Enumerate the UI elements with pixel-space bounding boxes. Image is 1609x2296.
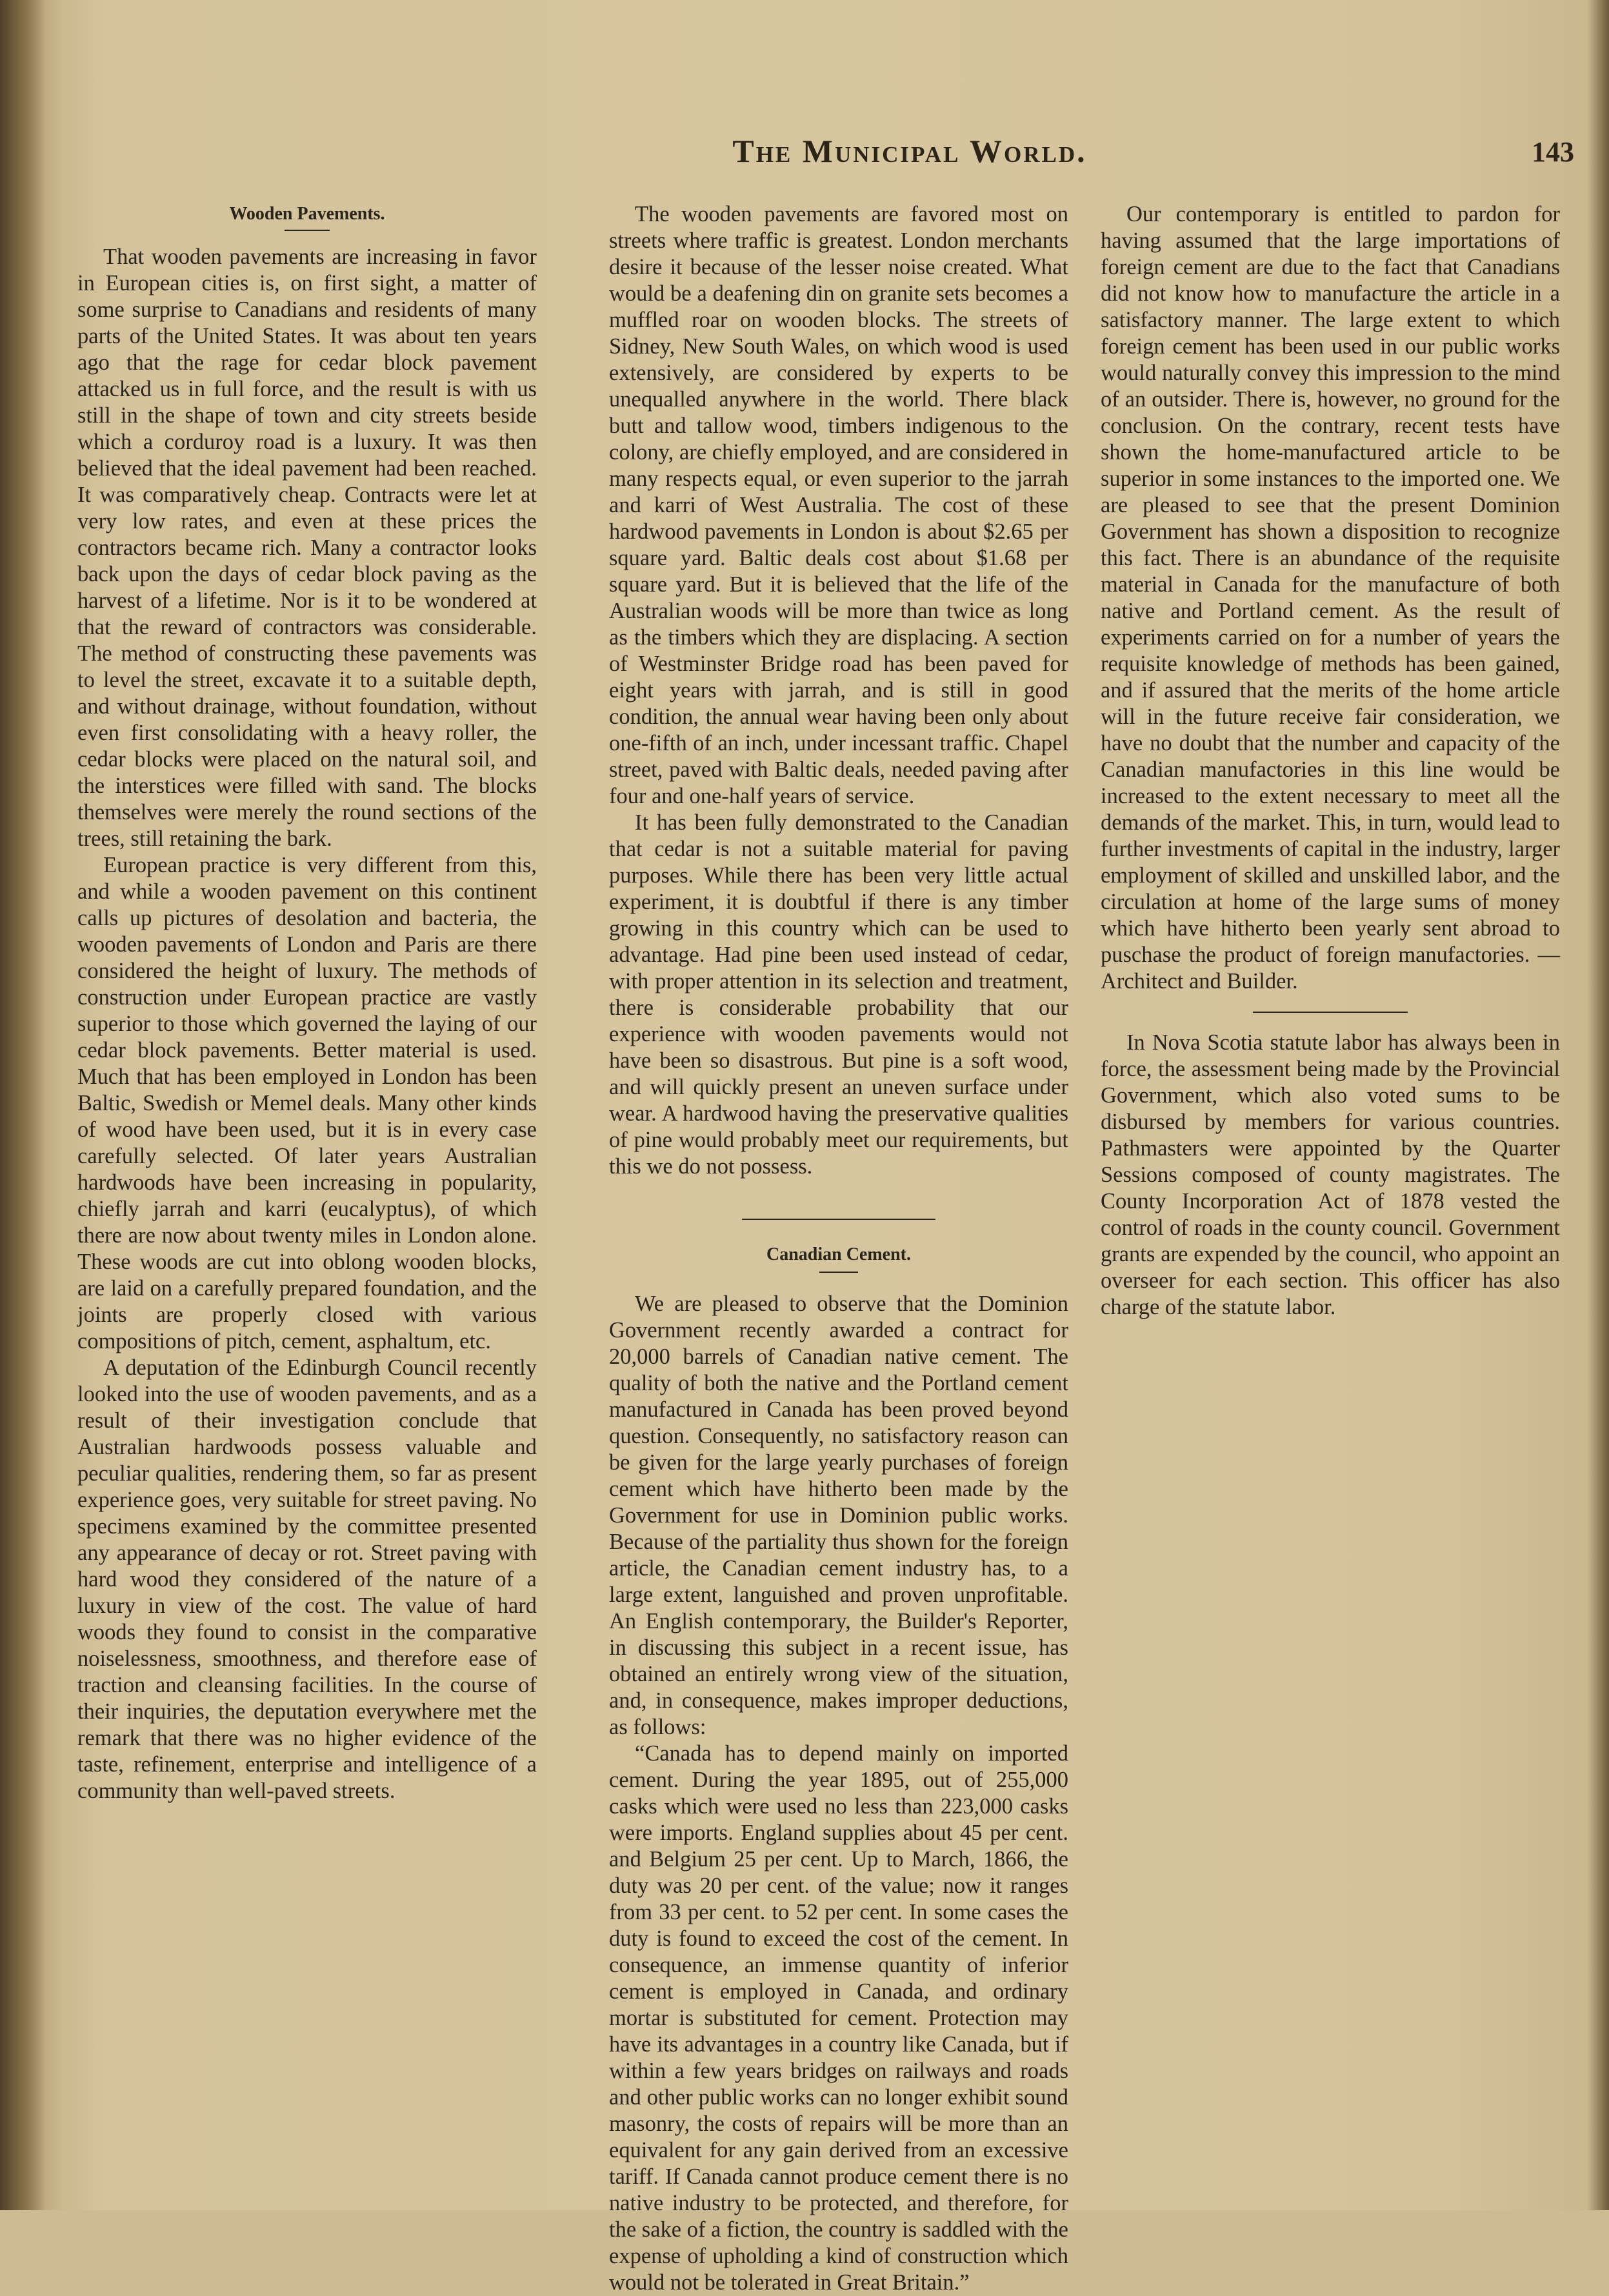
title-rule <box>819 1272 858 1273</box>
section-divider <box>742 1219 935 1220</box>
article-paragraph: A deputation of the Edinburgh Council recently looked into the use of wooden pavements, and as a result of their investigation conclude that Australian hardwoods possess valuable and peculiar qualities, rendering them, so far as present experience goes, very suitable for street paving. No specimens examined by the committee presented any appearance of decay or rot. Street paving with hard wood they considered of the nature of a luxury in view of the cost. The value of hard woods they found to consist in the comparative noiselessness, smoothness, and therefore ease of traction and cleansing facilities. In the course of their inquiries, the deputation everywhere met the remark that there was no higher evidence of the taste, refinement, enterprise and intelligence of a community than well-paved streets. <box>77 1355 537 1803</box>
article-paragraph: The wooden pavements are favored most on streets where traffic is greatest. London merchants desire it because of the lesser noise created. What would be a deafening din on granite sets becomes a muffled roar on wooden blocks. The streets of Sidney, New South Wales, on which wood is used extensively, are considered by experts to be unequalled anywhere in the world. There black butt and tallow wood, timbers indigenous to the colony, are chiefly employed, and are considered in many respects equal, or even superior to the jarrah and karri of West Australia. The cost of these hardwood pavements in London is about $2.65 per square yard. Baltic deals cost about $1.68 per square yard. But it is believed that the life of the Australian woods will be more than twice as long as the timbers which they are displacing. A section of Westminster Bridge road has been paved for eight years with jarrah, and is still in good condition, the annual wear having been only about one-fifth of an inch, under incessant traffic. Chapel street, paved with Baltic deals, needed paving after four and one-half years of service. <box>609 202 1068 808</box>
article-title-wooden-pavements: Wooden Pavements. <box>229 204 385 224</box>
title-rule <box>285 230 330 231</box>
article-paragraph: We are pleased to observe that the Dominion Government recently awarded a contract for 20,000 barrels of Canadian native cement. The quality of both the native and the Portland cement manufactured in Canada has been proved beyond question. Consequently, no satisfactory reason can be given for the large yearly purchases of foreign cement which have hitherto been made by the Government for use in Dominion public works. Because of the partiality thus shown for the foreign article, the Canadian cement industry has, to a large extent, languished and proven unprofitable. An English contemporary, the Builder's Reporter, in discussing this subject in a recent issue, has obtained an entirely wrong view of the situation, and, in consequence, makes improper deductions, as follows: <box>609 1292 1068 1739</box>
book-spine-shadow <box>0 0 45 2210</box>
article-paragraph: Our contemporary is entitled to pardon for having assumed that the large importations of foreign cement are due to the fact that Canadians did not know how to manufacture the article in a satisfactory manner. The large extent to which foreign cement has been used in our public works would naturally convey this impression to the mind of an outsider. There is, however, no ground for the conclusion. On the contrary, recent tests have shown the home-manufactured article to be superior in some instances to the imported one. We are pleased to see that the present Dominion Government has shown a disposition to recognize this fact. There is an abundance of the requisite material in Canada for the manufacture of both native and Portland cement. As the result of experiments carried on for a number of years the requisite knowledge of methods has been gained, and if assured that the merits of the home article will in the future receive fair consideration, we have no doubt that the number and capacity of the Canadian manufactories in this line would be increased to the extent necessary to meet all the demands of the market. This, in turn, would lead to further investments of capital in the industry, larger employment of skilled and unskilled labor, and the circulation at home of the large sums of money which have hitherto been yearly sent abroad to puschase the product of foreign manufactories. — Architect and Builder. <box>1101 202 1560 993</box>
page-header-title: The Municipal World. <box>732 133 1087 169</box>
article-paragraph: In Nova Scotia statute labor has always been in force, the assessment being made by the Provincial Government, which also voted sums to be disbursed by members for various countries. Pathmasters were appointed by the Quarter Sessions composed of county magistrates. The County Incorporation Act of 1878 vested the control of roads in the county council. Government grants are expended by the council, who appoint an overseer for each section. This officer has also charge of the statute labor. <box>1101 1030 1560 1319</box>
column-1 <box>77 201 537 2175</box>
article-paragraph: It has been fully demonstrated to the Canadian that cedar is not a suitable material for paving purposes. While there has been very little actual experiment, it is doubtful if there is any timber growing in this country which can be used to advantage. Had pine been used instead of cedar, with proper attention in its selection and treatment, there is considerable probability that our experience with wooden pavements would not have been so disastrous. But pine is a soft wood, and will quickly present an uneven surface under wear. A hardwood having the preservative qualities of pine would probably meet our requirements, but this we do not possess. <box>609 810 1068 1179</box>
article-paragraph: “Canada has to depend mainly on imported cement. During the year 1895, out of 255,000 casks which were used no less than 223,000 casks were imports. England supplies about 45 per cent. and Belgium 25 per cent. Up to March, 1866, the duty was 20 per cent. of the value; now it ranges from 33 per cent. to 52 per cent. In some cases the duty is found to exceed the cost of the cement. In consequence, an immense quantity of inferior cement is employed in Canada, and ordinary mortar is substituted for cement. Protection may have its advantages in a country like Canada, but if within a few years bridges on railways and roads and other public works can no longer exhibit sound masonry, the costs of repairs will be more than an equivalent for any gain derived from an excessive tariff. If Canada cannot produce cement there is no native industry to be protected, and therefore, for the sake of a fiction, the country is saddled with the expense of upholding a kind of construction which would not be tolerated in Great Britain.” <box>609 1741 1068 2295</box>
column-3 <box>1101 201 1560 2175</box>
page-number: 143 <box>1532 136 1574 168</box>
article-paragraph: That wooden pavements are increasing in favor in European cities is, on first sight, a matter of some surprise to Canadians and residents of many parts of the United States. It was about ten years ago that the rage for cedar block pavement attacked us in full force, and the result is with us still in the shape of town and city streets beside which a corduroy road is a luxury. It was then believed that the ideal pavement had been reached. It was comparatively cheap. Contracts were let at very low rates, and even at these prices the contractors became rich. Many a contractor looks back upon the days of cedar block paving as the harvest of a lifetime. Nor is it to be wondered at that the reward of contractors was considerable. The method of constructing these pavements was to level the street, excavate it to a suitable depth, and without drainage, without foundation, without even first consolidating with a heavy roller, the cedar blocks were placed on the natural soil, and the interstices were filled with sand. The blocks themselves were merely the round sections of the trees, still retaining the bark. <box>77 245 537 851</box>
section-divider <box>1253 1012 1408 1013</box>
article-paragraph: European practice is very different from this, and while a wooden pavement on this continent calls up pictures of desolation and bacteria, the wooden pavements of London and Paris are there considered the height of luxury. The methods of construction under European practice are vastly superior to those which governed the laying of our cedar block pavements. Better material is used. Much that has been employed in London has been Baltic, Swedish or Memel deals. Many other kinds of wood have been used, but it is in every case carefully selected. Of later years Australian hardwoods have been increasing in popularity, chiefly jarrah and karri (eucalyptus), of which there are now about twenty miles in London alone. These woods are cut into oblong wooden blocks, are laid on a carefully prepared foundation, and the joints are properly closed with various compositions of pitch, cement, asphaltum, etc. <box>77 853 537 1353</box>
column-2 <box>609 201 1068 2295</box>
page-edge-shadow <box>1587 0 1609 2210</box>
article-title-canadian-cement: Canadian Cement. <box>766 1244 911 1264</box>
